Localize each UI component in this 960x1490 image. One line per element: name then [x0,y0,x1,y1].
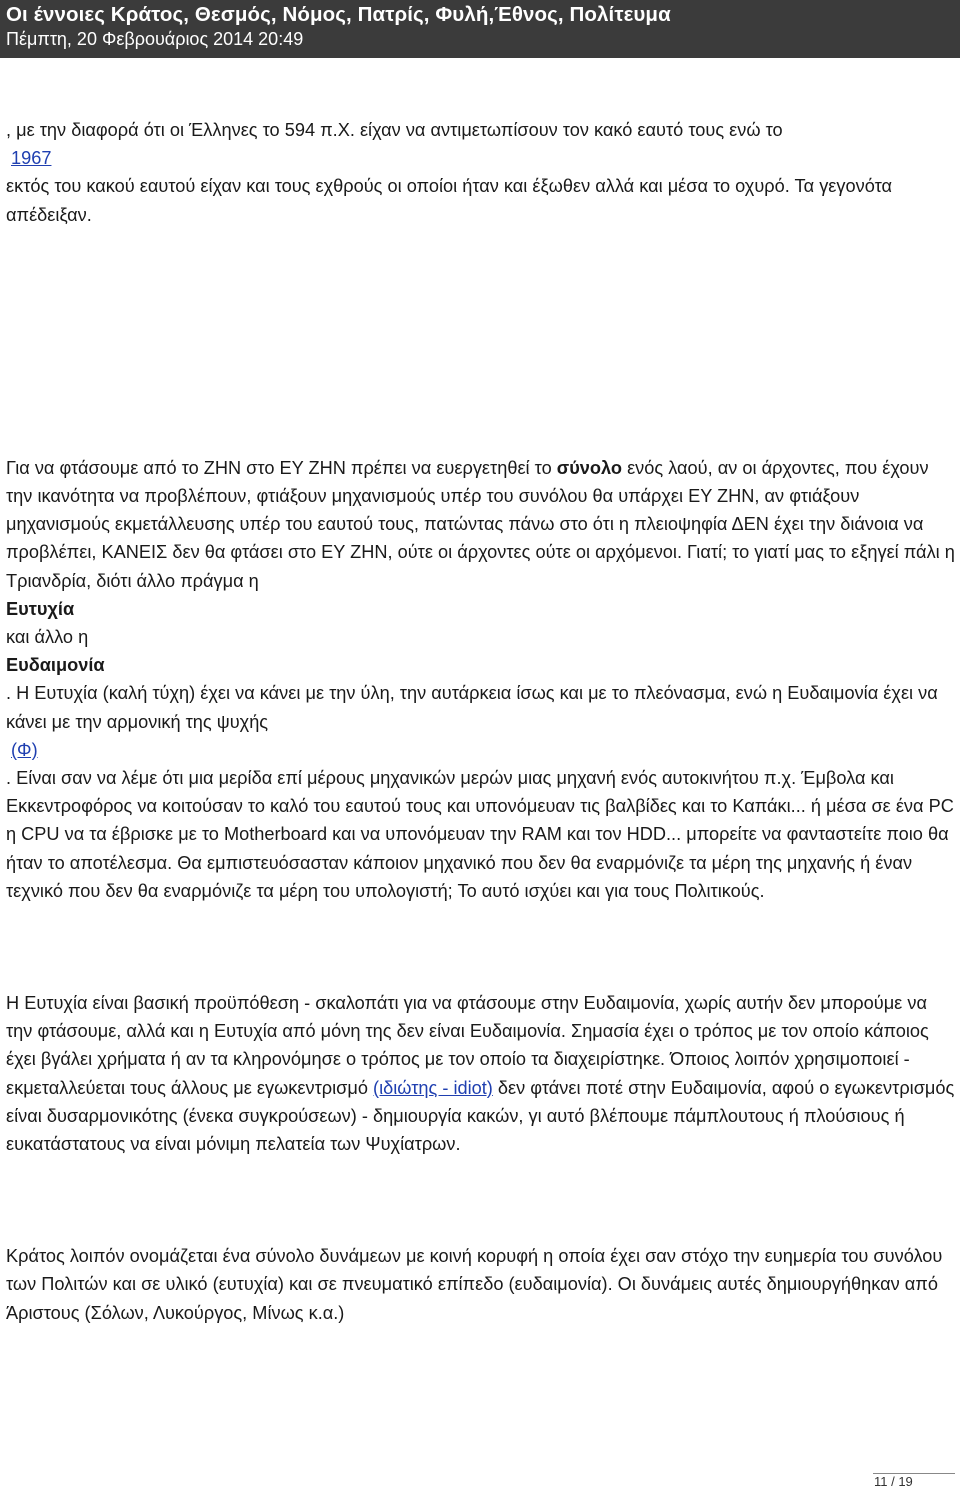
bold-synolo: σύνολο [556,457,623,478]
paragraph-3-text-b: δεν φτάνει ποτέ στην Ευδαιμονία, αφού ο εγωκεντρισμός είναι δυσαρμονικότης (ένεκα συγκρούσεων) - δημιουργία κακών, γι αυτό βλέπουμε πάμπλουτους ή πλούσιους ή ευκατάστατους να είναι μόνιμη πελατεία των Ψυχίατρων. [6,1077,955,1155]
paragraph-4-text: Κράτος λοιπόν ονομάζεται ένα σύνολο δυνάμεων με κοινή κορυφή η οποία έχει σαν στόχο την ευημερία του συνόλου των Πολιτών και σε υλικό (ευτυχία) και σε πνευματικό επίπεδο (ευδαιμονία). Οι δυνάμεις αυτές δημιουργήθηκαν από Άριστους (Σόλων, Λυκούργος, Μίνως κ.α.) [6,1246,943,1323]
paragraph-1-text-a: , με την διαφορά ότι οι Έλληνες το 594 π.Χ. είχαν να αντιμετωπίσουν τον κακό εαυτό τους ενώ το [6,120,783,140]
link-phi[interactable]: (Φ) [11,739,38,760]
paragraph-2-text-a: Για να φτάσουμε από το ΖΗΝ στο ΕΥ ΖΗΝ πρέπει να ευεργετηθεί το [6,457,557,478]
bold-evdaimonia: Ευδαιμονία [6,655,105,676]
document-title: Οι έννοιες Κράτος, Θεσμός, Νόμος, Πατρίς, Φυλή,Έθνος, Πολίτευμα [6,3,671,26]
article-body [6,116,956,1327]
paragraph-2 [6,454,956,905]
paragraph-2-text-d: . Η Ευτυχία (καλή τύχη) έχει να κάνει με την ύλη, την αυτάρκεια ίσως και με το πλεόνασμα, ενώ η Ευδαιμονία έχει να κάνει με την αρμονική της ψυχής [6,683,938,732]
paragraph-1 [6,116,956,229]
link-idiotis[interactable]: (ιδιώτης - idiot) [373,1077,493,1098]
paragraph-2-text-e: . Είναι σαν να λέμε ότι μια μερίδα επί μέρους μηχανικών μερών μιας μηχανή ενός αυτοκινήτου π.χ. Έμβολα και Εκκεντροφόρος να κοιτούσαν το καλό του εαυτού τους και υπονόμευαν τις βαλβίδες και το Καπάκι... ή μέσα σε ένα PC η CPU να τα έβρισκε με το Motherboard και να υπονόμευαν την RAM και τον HDD... μπορείτε να φανταστείτε ποιο θα ήταν το αποτέλεσμα. Θα εμπιστευόσασταν κάποιον μηχανικό που δεν θα εναρμόνιζε τα μέρη της μηχανής ή έναν τεχνικό που δεν θα εναρμόνιζε τα μέρη του υπολογιστή; Το αυτό ισχύει και για τους Πολιτικούς. [6,768,954,901]
link-1967[interactable]: 1967 [11,148,52,169]
paragraph-3 [6,989,956,1158]
paragraph-2-text-b: ενός λαού, αν οι άρχοντες, που έχουν την ικανότητα να προβλέπουν, φτιάξουν μηχανισμούς υπέρ του συνόλου θα υπάρχει ΕΥ ΖΗΝ, αν φτιάξουν μηχανισμούς εκμετάλλευσης υπέρ του εαυτού τους, πατώντας πάνω στο ότι η πλειοψηφία ΔΕΝ έχει την διάνοια να προβλέπει, ΚΑΝΕΙΣ δεν θα φτάσει στο ΕΥ ΖΗΝ, ούτε οι άρχοντες ούτε οι αρχόμενοι. Γιατί; το γιατί μας το εξηγεί πάλι η Τριανδρία, διότι άλλο πράγμα η [6,457,955,591]
paragraph-2-text-c: και άλλο η [6,627,89,648]
page-number: 11 / 19 [874,1474,913,1489]
bold-eftychia: Ευτυχία [6,598,75,619]
paragraph-4 [6,1242,956,1327]
paragraph-3-text-a: Η Ευτυχία είναι βασική προϋπόθεση - σκαλοπάτι για να φτάσουμε στην Ευδαιμονία, χωρίς αυτήν δεν μπορούμε να την φτάσουμε, αλλά και η Ευτυχία από μόνη της δεν είναι Ευδαιμονία. Σημασία έχει ο τρόπος με τον οποίο κάποιος έχει βγάλει χρήματα ή αν τα κληρονόμησε ο τρόπος με τον οποίο τα διαχειρίστηκε. Όποιος λοιπόν χρησιμοποιεί - εκμεταλλεύεται τους άλλους με εγωκεντρισμό [6,993,929,1098]
paragraph-1-text-b: εκτός του κακού εαυτού είχαν και τους εχθρούς οι οποίοι ήταν και έξωθεν αλλά και μέσα το οχυρό. Τα γεγονότα απέδειξαν. [6,176,893,225]
page-header [0,0,960,58]
document-date: Πέμπτη, 20 Φεβρουάριος 2014 20:49 [6,29,304,49]
